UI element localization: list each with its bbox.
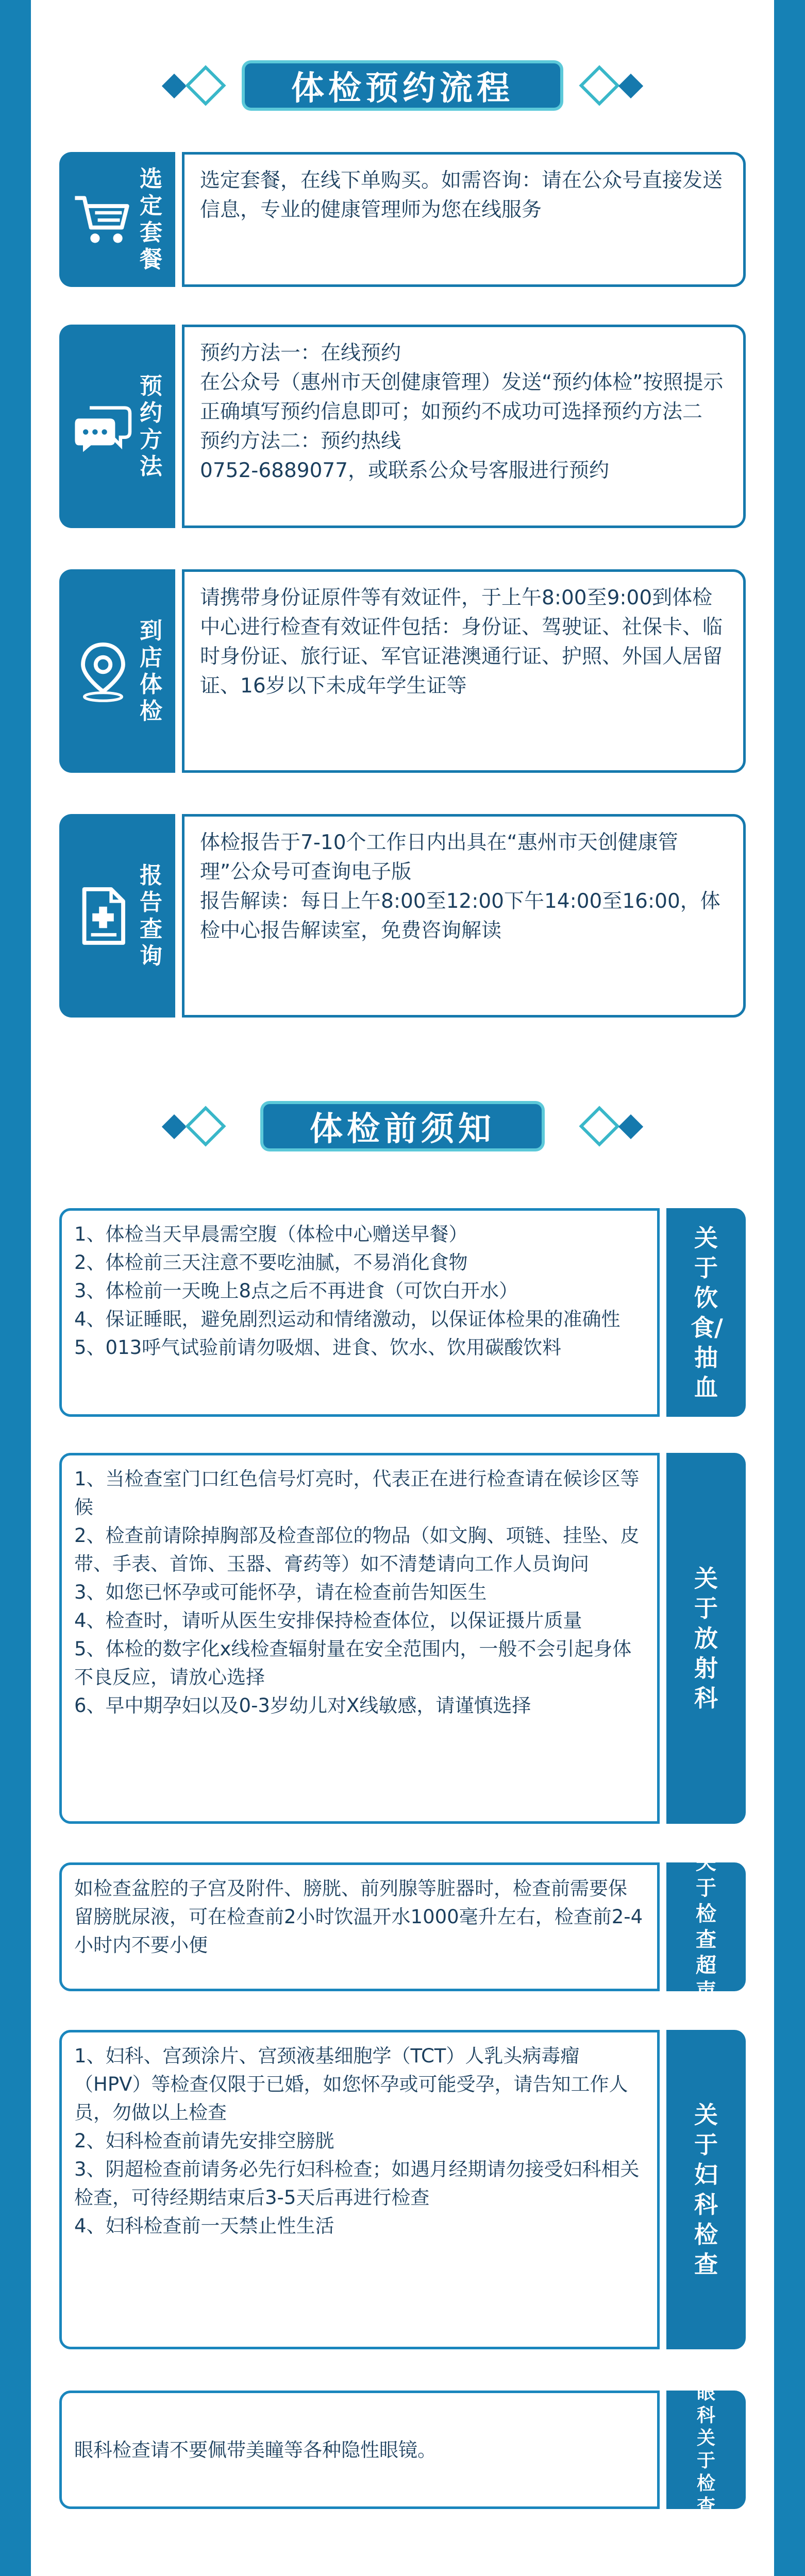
diamond-decor [579,1106,619,1146]
step-content [182,814,746,1018]
notice-text: 3、阴超检查前请务必先行妇科检查；如遇月经期请勿接受妇科相关检查，可待经期结束后3-5天后再进行检查 [74,2158,640,2209]
notice-tab [666,1453,746,1824]
notice-card [59,1453,746,1824]
notice-tab [666,2382,746,2517]
diamond-decor [579,65,619,106]
notice-text: 3、如您已怀孕或可能怀孕，请在检查前告知医生 [74,1581,487,1603]
step-text: 0752-6889077，或联系公众号客服进行预约 [200,459,610,482]
notice-content [59,1862,660,1991]
location-pin-icon [70,638,137,705]
medical-report-icon [70,883,137,950]
notice-text: 眼科检查请不要佩带美瞳等各种隐性眼镜。 [74,2438,437,2461]
notice-tab [666,1208,746,1417]
step-text: 在公众号（惠州市天创健康管理）发送“预约体检”按照提示正确填写预约信息即可；如预约不成功可选择预约方法二 [200,371,724,423]
step-label: 选定套餐 [140,166,162,273]
notice-text: 4、检查时，请听从医生安排保持检查体位，以保证摄片质量 [74,1609,582,1632]
notice-label: 关于饮食/抽血 [691,1224,723,1401]
booking-title: 体检预约流程 [291,70,514,108]
notice-card [59,2382,746,2517]
diamond-decor [618,74,643,98]
step-text: 预约方法一：在线预约 [200,342,401,365]
notice-text: 5、体检的数字化x线检查辐射量在安全范围内，一般不会引起身体不良反应，请放心选择 [74,1638,632,1688]
step-label: 报告查询 [140,862,162,969]
heading-bar [245,63,560,108]
step-label: 到店体检 [140,617,162,724]
notice-card [59,1851,746,2003]
notice-content [59,2391,660,2509]
notice-text: 4、保证睡眠，避免剧烈运动和情绪激动，以保证体检果的准确性 [74,1308,620,1330]
step-label: 预约方法 [140,372,162,480]
step-tab [59,325,175,528]
notice-text: 2、检查前请除掉胸部及检查部位的物品（如文胸、项链、挂坠、皮带、手表、首饰、玉器、膏药等）如不清楚请向工作人员询问 [74,1524,640,1575]
notice-card [59,1208,746,1417]
notice-content [59,1453,660,1824]
notice-text: 2、体检前三天注意不要吃油腻，不易消化食物 [74,1251,468,1274]
notice-tab [666,1851,746,2003]
notice-text: 4、妇科检查前一天禁止性生活 [74,2215,334,2237]
diamond-decor [162,74,187,98]
step-tab [59,152,175,287]
diamond-decor [185,65,226,106]
diamond-decor [618,1114,643,1139]
step-content [182,569,746,773]
step-tab [59,569,175,773]
notices-title: 体检前须知 [310,1110,495,1148]
heading-bar [263,1104,542,1148]
notice-text: 6、早中期孕妇以及0-3岁幼儿对X线敏感，请谨慎选择 [74,1694,531,1717]
section-heading-notices [171,1097,634,1155]
booking-step [59,569,746,773]
notice-content [59,2030,660,2349]
notice-text: 5、013呼气试验前请勿吸烟、进食、饮水、饮用碳酸饮料 [74,1336,562,1359]
process-panel [31,0,774,2576]
section-heading-booking [171,57,634,114]
step-content [182,325,746,528]
diamond-decor [162,1114,187,1139]
notice-label: 关于检查超声 [696,1851,716,2003]
notice-label: 关于放射科 [694,1565,718,1712]
step-text: 请携带身份证原件等有效证件，于上午8:00至9:00到体检中心进行检查有效证件包括：身份证、驾驶证、社保卡、临时身份证、旅行证、军官证港澳通行证、护照、外国人居留证、16岁以下未成年学生证等 [200,586,723,698]
notice-text: 1、妇科、宫颈涂片、宫颈液基细胞学（TCT）人乳头病毒瘤（HPV）等检查仅限于已婚，如您怀孕或可能受孕，请告知工作人员，勿做以上检查 [74,2045,628,2124]
step-text: 体检报告于7-10个工作日内出具在“惠州市天创健康管理”公众号可查询电子版 [200,831,678,884]
chat-bubble-icon [70,393,137,460]
step-text: 选定套餐，在线下单购买。如需咨询：请在公众号直接发送信息，专业的健康管理师为您在线服务 [200,169,723,222]
diamond-decor [185,1106,226,1146]
step-tab [59,814,175,1018]
notice-content [59,1208,660,1417]
booking-step [59,152,746,287]
step-text: 预约方法二：预约热线 [200,430,401,453]
step-content [182,152,746,287]
notice-text: 1、当检查室门口红色信号灯亮时，代表正在进行检查请在候诊区等候 [74,1468,640,1518]
booking-step [59,814,746,1018]
notice-text: 3、体检前一天晚上8点之后不再进食（可饮白开水） [74,1280,518,1302]
notice-tab [666,2030,746,2349]
shopping-cart-icon [70,186,137,253]
booking-step [59,325,746,528]
notice-text: 如检查盆腔的子宫及附件、膀胱、前列腺等脏器时，检查前需要保留膀胱尿液，可在检查前2小时饮温开水1000毫升左右，检查前2-4小时内不要小便 [74,1877,643,1956]
notice-text: 2、妇科检查前请先安排空膀胱 [74,2130,334,2152]
step-text: 报告解读：每日上午8:00至12:00下午14:00至16:00，体检中心报告解读室，免费咨询解读 [200,890,720,942]
notice-card [59,2030,746,2349]
notice-label: 关于妇科检查 [694,2101,718,2278]
notice-text: 1、体检当天早晨需空腹（体检中心赠送早餐） [74,1223,468,1245]
notice-label: 眼科关于检查 [696,2382,715,2517]
